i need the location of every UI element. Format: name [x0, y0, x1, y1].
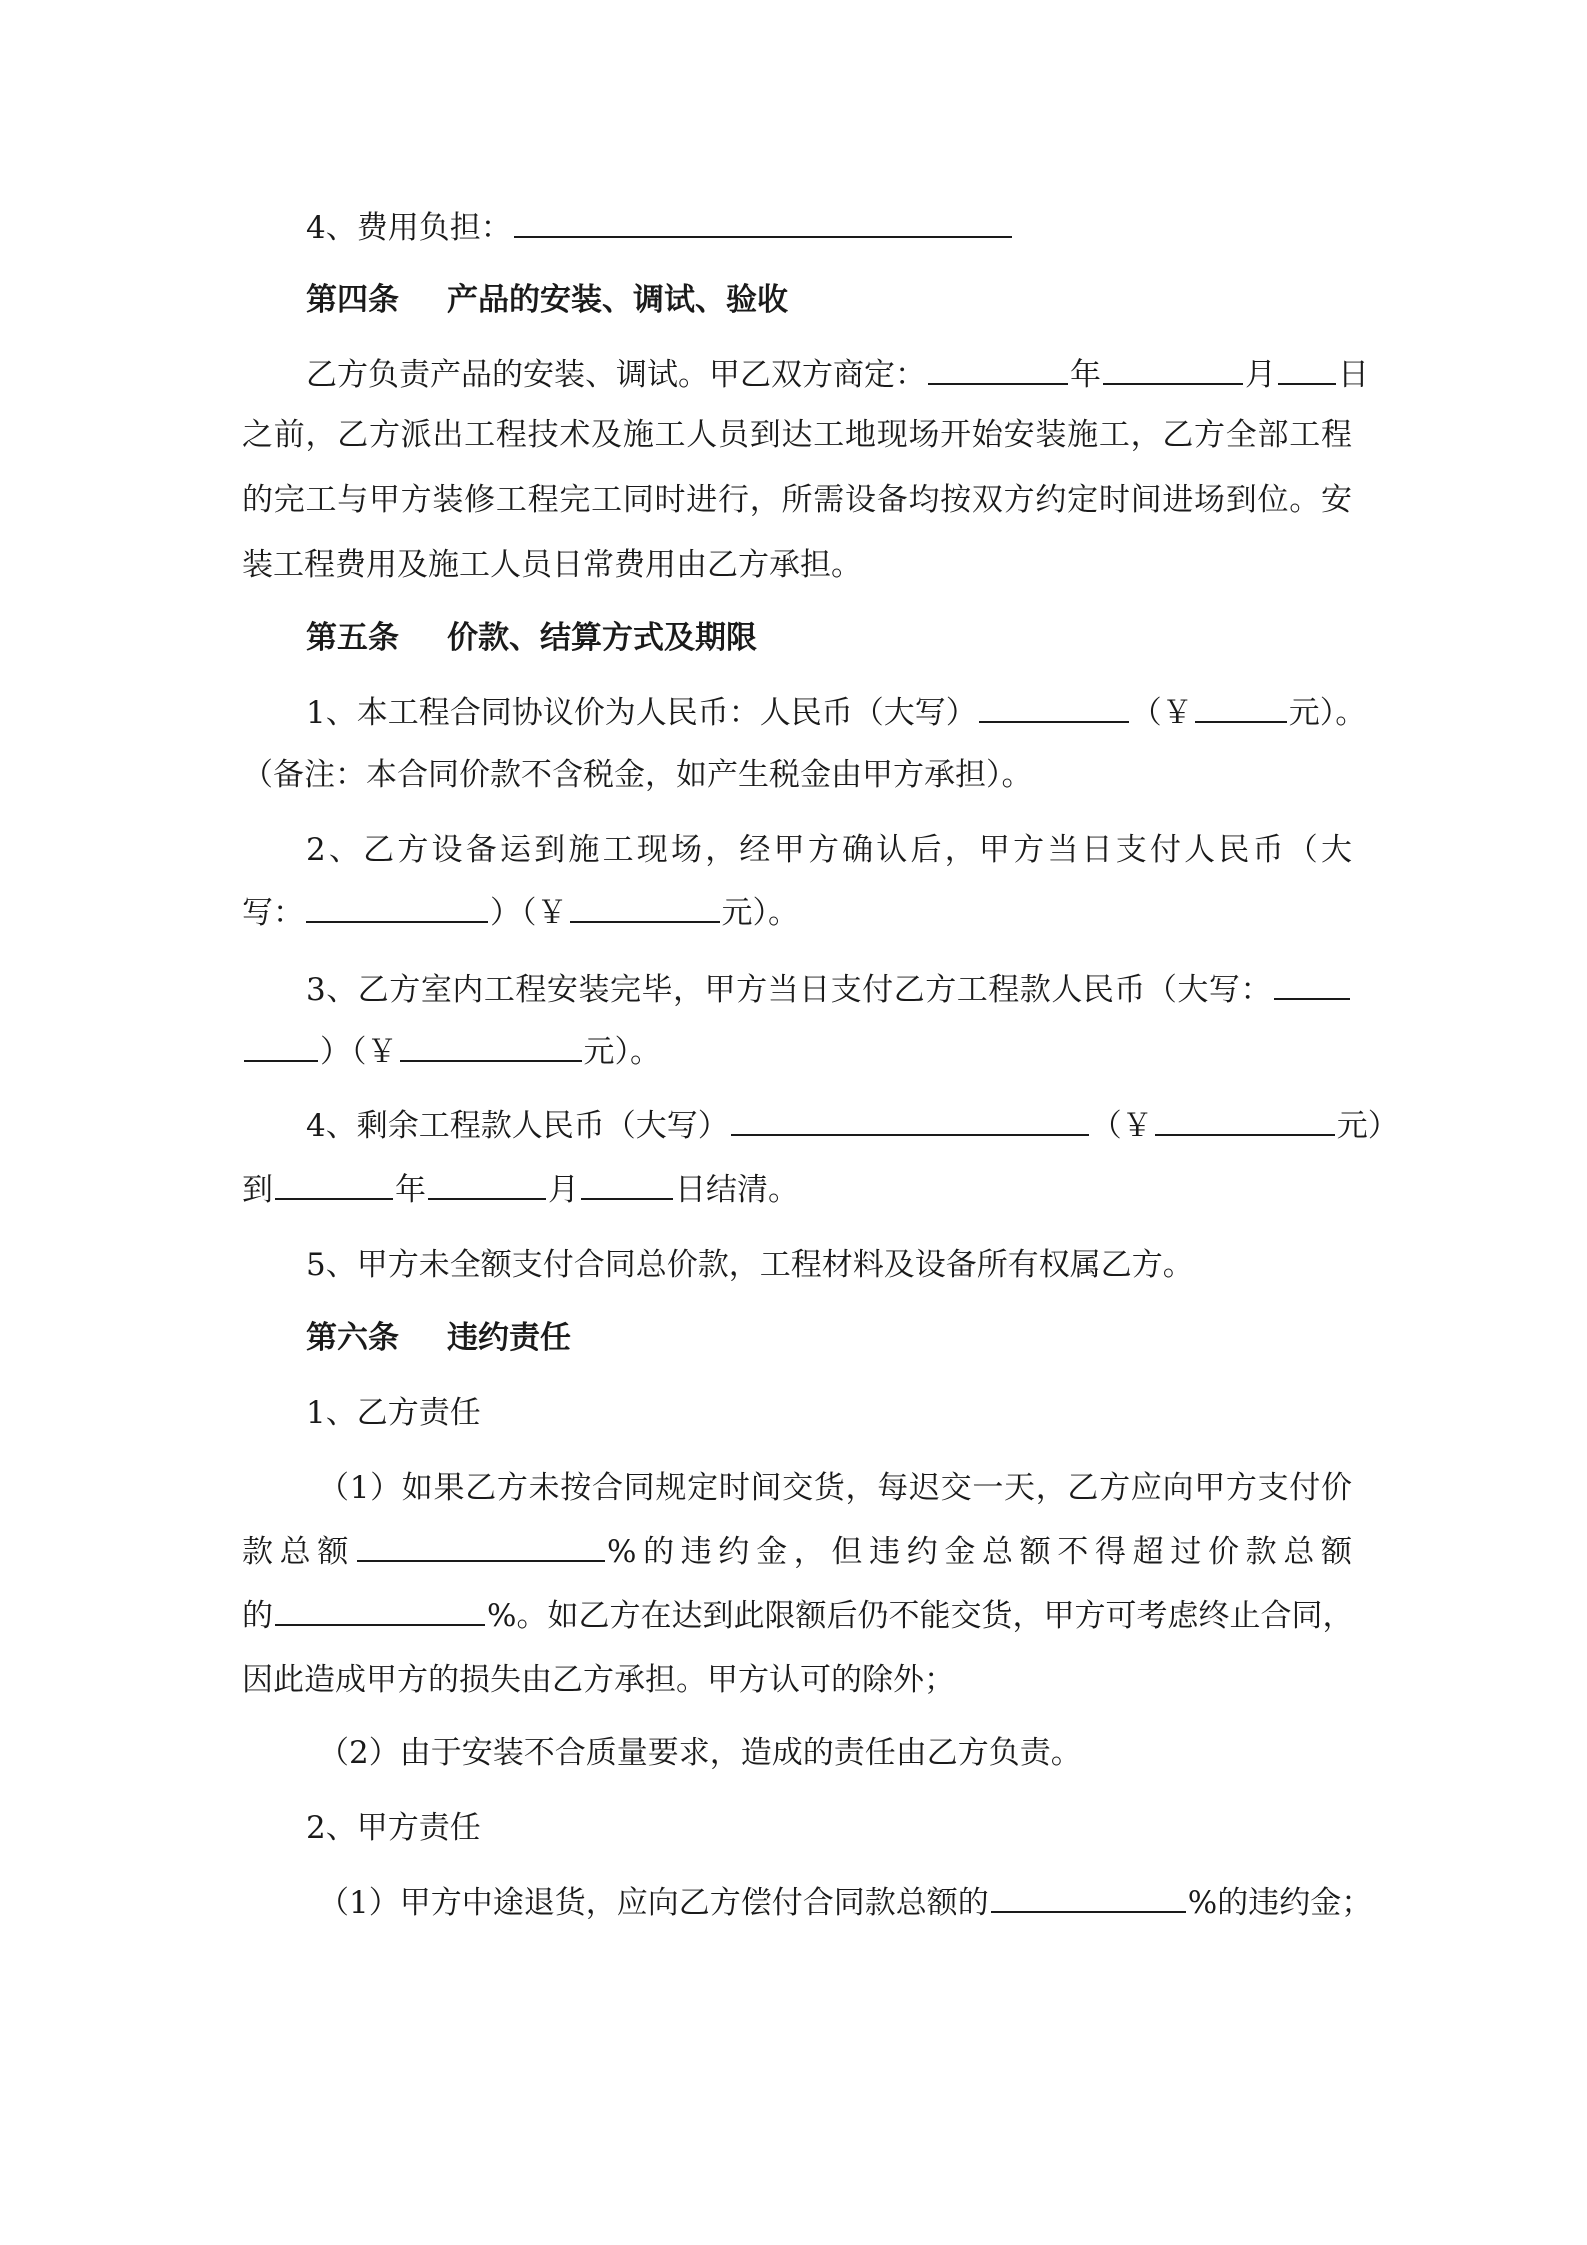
- settle-year-blank[interactable]: [275, 1170, 393, 1200]
- price-line1: 1、本工程合同协议价为人民币：人民币（大写） （￥ 元）。: [306, 695, 1367, 731]
- payment-2-line1: 2、乙方设备运到施工现场，经甲方确认后，甲方当日支付人民币（大: [306, 832, 1352, 868]
- quality-duty-line: （2）由于安装不合质量要求，造成的责任由乙方负责。: [318, 1735, 1082, 1771]
- penalty-limit-blank[interactable]: [275, 1596, 485, 1626]
- remaining-line2: 到 年 月 日结清。: [242, 1172, 799, 1208]
- party-b-duty-heading: 1、乙方责任: [306, 1395, 481, 1431]
- penalty-line3: 的 %。如乙方在达到此限额后仍不能交货，甲方可考虑终止合同，: [242, 1598, 1354, 1634]
- settle-month-blank[interactable]: [428, 1170, 546, 1200]
- remaining-words-blank[interactable]: [731, 1106, 1089, 1136]
- payment-3-line1: 3、乙方室内工程安装完毕，甲方当日支付乙方工程款人民币（大写：: [306, 970, 1352, 1010]
- article-6-heading: 第六条 违约责任: [306, 1320, 571, 1356]
- article-4-heading: 第四条 产品的安装、调试、验收: [306, 282, 788, 318]
- remaining-line1: 4、剩余工程款人民币（大写） （￥ 元）: [306, 1108, 1399, 1144]
- price-words-blank[interactable]: [979, 693, 1129, 723]
- penalty-line1: （1）如果乙方未按合同规定时间交货，每迟交一天，乙方应向甲方支付价: [318, 1470, 1352, 1506]
- payment-2-words-blank[interactable]: [306, 893, 488, 923]
- party-a-duty-heading: 2、甲方责任: [306, 1810, 481, 1846]
- fill-blank[interactable]: [514, 208, 1012, 238]
- article-5-heading: 第五条 价款、结算方式及期限: [306, 620, 757, 656]
- return-rate-blank[interactable]: [991, 1883, 1186, 1913]
- payment-2-number-blank[interactable]: [570, 893, 720, 923]
- payment-2-line2: 写： ）（￥ 元）。: [242, 895, 799, 931]
- remaining-number-blank[interactable]: [1155, 1106, 1335, 1136]
- settle-day-blank[interactable]: [581, 1170, 673, 1200]
- payment-3-words-blank-a[interactable]: [1274, 970, 1350, 1000]
- price-note: （备注：本合同价款不含税金，如产生税金由甲方承担）。: [242, 757, 1033, 793]
- price-number-blank[interactable]: [1195, 693, 1287, 723]
- payment-3-words-blank-b[interactable]: [244, 1032, 318, 1062]
- payment-3-number-blank[interactable]: [400, 1032, 582, 1062]
- month-blank[interactable]: [1103, 355, 1243, 385]
- para-install-line1: 乙方负责产品的安装、调试。甲乙双方商定： 年 月 日: [306, 357, 1369, 393]
- day-blank[interactable]: [1278, 355, 1336, 385]
- fee-line: 4、费用负担：: [306, 208, 1352, 248]
- penalty-line2: 款总额 %的违约金，但违约金总额不得超过价款总额: [242, 1534, 1352, 1570]
- ownership-line: 5、甲方未全额支付合同总价款，工程材料及设备所有权属乙方。: [306, 1247, 1194, 1283]
- year-blank[interactable]: [928, 355, 1068, 385]
- payment-3-line2: ）（￥ 元）。: [242, 1032, 1352, 1072]
- penalty-rate-blank[interactable]: [357, 1532, 605, 1562]
- return-penalty-line: （1）甲方中途退货，应向乙方偿付合同款总额的 %的违约金；: [318, 1885, 1373, 1921]
- penalty-line4: 因此造成甲方的损失由乙方承担。甲方认可的除外；: [242, 1662, 955, 1698]
- para-install-line3: 的完工与甲方装修工程完工同时进行，所需设备均按双方约定时间进场到位。安: [242, 482, 1352, 518]
- para-install-line4: 装工程费用及施工人员日常费用由乙方承担。: [242, 547, 862, 583]
- para-install-line2: 之前，乙方派出工程技术及施工人员到达工地现场开始安装施工，乙方全部工程: [242, 417, 1352, 453]
